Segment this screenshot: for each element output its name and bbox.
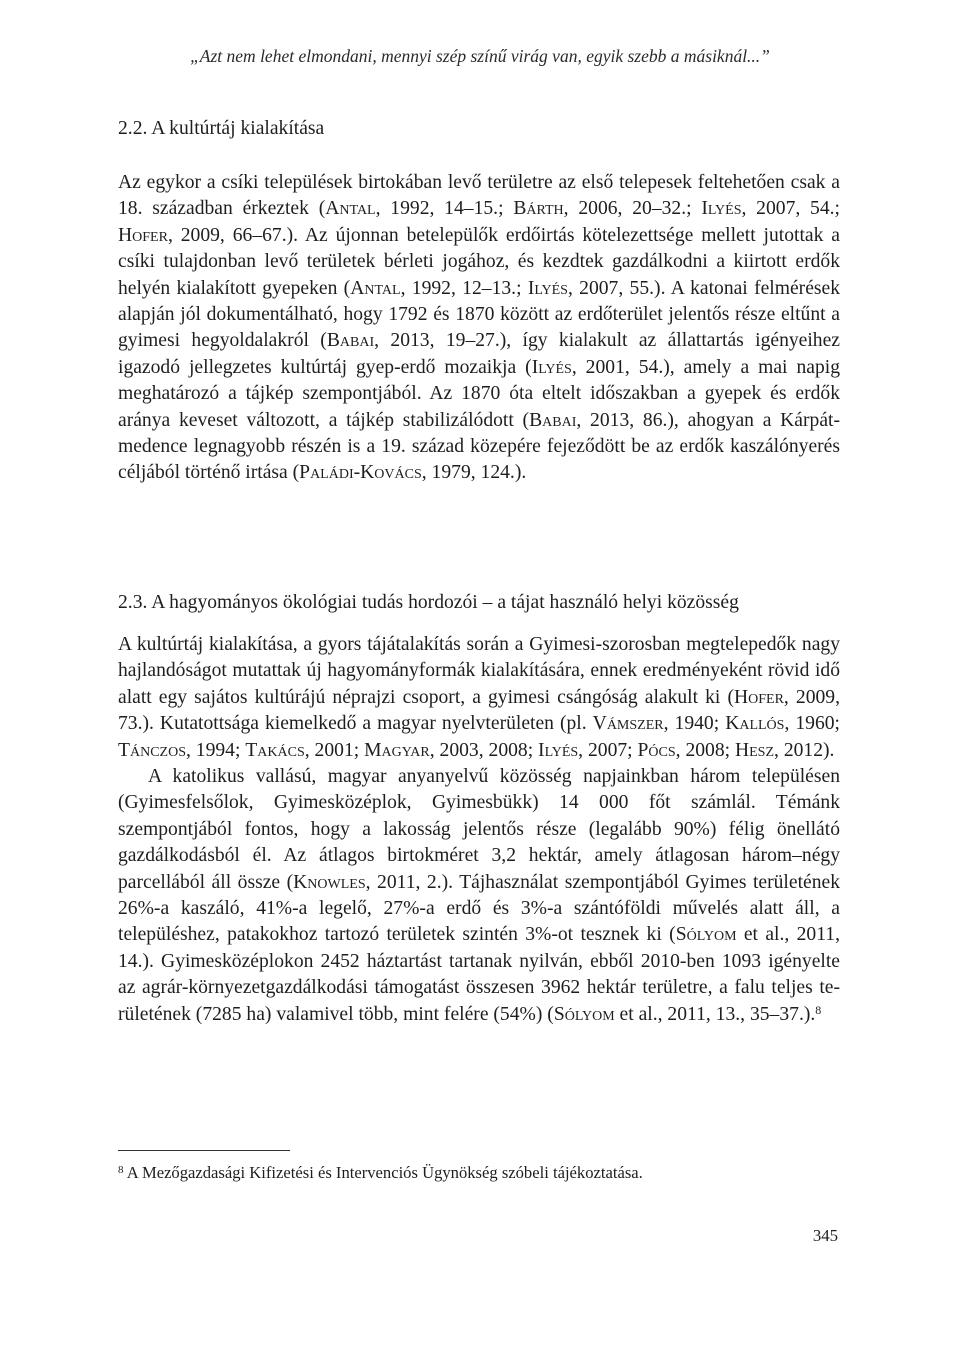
author-name: Babai — [529, 409, 577, 431]
author-name: Magyar — [364, 739, 430, 761]
text-run: , 2003, 2008; — [429, 739, 539, 761]
author-name: Ilyés — [701, 198, 742, 220]
author-name: Sólyom — [675, 924, 737, 946]
text-run: , 2009, 73.). Kutatottsága kiemelkedő a magyar nyelvterületen (pl. — [118, 686, 840, 735]
author-name: Hesz — [734, 739, 775, 761]
section-2-3-heading: 2.3. A hagyományos ökológiai tudás hordozói – a tájat használó helyi közösség — [118, 592, 739, 613]
section-2-2-heading: 2.2. A kultúrtáj kialakítása — [118, 118, 325, 139]
text-run: , 2009, 66–67.). Az újonnan betelepülők erdőirtás kötelezettsége mellett jutottak a csíki tulajdonban levő területek bérleti jogához, és kezdtek gazdálkodni a kiirtott erdők helyén kialakított gyepeken ( — [118, 224, 840, 299]
text-run: , 2013, 19–27.), így kialakult az állattartás igényeihez igazodó jellegzetes kultúrtáj gyep-erdő mozaikja ( — [118, 330, 840, 378]
footnote-text: A Mezőgazdasági Kifizetési és Intervenciós Ügynökség szóbeli tájékoztatása. — [123, 1163, 643, 1182]
author-name: Tánczos — [118, 739, 186, 761]
footnote-rule — [118, 1150, 290, 1151]
text-run: et al., 2011, 13., 35–37.). — [614, 1003, 816, 1025]
section-2-3-paragraph-2 — [118, 764, 840, 1028]
footnote-marker: 8 — [118, 1164, 124, 1176]
author-name: Knowles — [293, 871, 366, 893]
author-name: Ilyés — [527, 277, 568, 299]
text-run: A katolikus vallású, magyar anyanyelvű közösség napjainkban három településen (Gyimesfelsőlok, Gyimesközéplok, Gyimesbükk) 14 000 főt számlál. Témánk szempontjából fontos, hogy a lakosság jelentős része (legalább 90%) félig önellátó gazdálkodásból él. Az átlagos birtokméret 3,2 hektár, amely átlagosan három–négy parcellából áll össze ( — [118, 766, 840, 893]
text-run: , 2006, 20–32.; — [563, 198, 702, 220]
author-name: Sólyom — [553, 1003, 615, 1025]
text-run: , 1940; — [663, 713, 726, 735]
text-run: , 1992, 14–15.; — [375, 198, 514, 220]
author-name: Ilyés — [531, 356, 572, 378]
author-name: Hofer — [733, 686, 784, 708]
text-run: , 2013, 86.), ahogyan a Kárpát-medence legnagyobb részén is a 19. század közepére fejeződött be az erdők kaszálónyerés céljából történő irtása ( — [118, 409, 840, 484]
text-run: , 2011, 2.). Tájhasználat szempontjából Gyimes területének 26%-a kaszáló, 41%-a legelő, 27%-a erdő és 3%-a szántóföldi művelés alatt áll, a településhez, patakokhoz tartozó területek szintén 3%-ot tesznek ki ( — [118, 871, 840, 946]
text-run: , 1979, 124.). — [421, 462, 527, 484]
text-run: , 1992, 12–13.; — [400, 277, 528, 299]
author-name: Vámszer — [592, 713, 664, 735]
footnote-ref: 8 — [815, 1002, 822, 1017]
footnote — [118, 1162, 840, 1184]
author-name: Kallós — [725, 713, 785, 735]
text-run: , 2008; — [675, 739, 735, 761]
text-run: Az egykor a csíki települések birtokában levő területre az első telepesek feltehetően csak a 18. században érkeztek ( — [118, 172, 840, 220]
section-2-3-paragraph-1 — [118, 632, 840, 764]
text-run: et al., 2011, 14.). Gyimesközéplokon 2452 háztartást tartanak nyilván, ebből 2010-ben 1093 igényelte az agrár-környezetgazdálkodási támogatást összesen 3962 hektár területre, a falu teljes területének (7285 ha) valamivel több, mint felére (54%) ( — [118, 924, 840, 1025]
text-run: , 2007, 55.). A katonai felmérések alapján jól dokumentálható, hogy 1792 és 1870 között az erdőterület jelentős része eltűnt a gyimesi hegyoldalakról ( — [118, 277, 841, 352]
section-2-2-paragraph — [118, 170, 840, 487]
text-run: , 1994; — [185, 739, 246, 761]
page-number: 345 — [812, 1226, 838, 1245]
author-name: Babai — [326, 330, 375, 352]
author-name: Antal — [325, 198, 376, 220]
text-run: , 2007; — [578, 739, 638, 761]
text-run: , 2007, 54.; — [741, 198, 840, 220]
author-name: Bárth — [513, 198, 564, 220]
author-name: Hofer — [118, 224, 168, 246]
author-name: Paládi-Kovács — [299, 462, 422, 484]
running-head: „Azt nem lehet elmondani, mennyi szép színű virág van, egyik szebb a másiknál...” — [190, 46, 770, 66]
text-run: A kultúrtáj kialakítása, a gyors tájátalakítás során a Gyimesi-szorosban megtelepedők nagy hajlandóságot mutattak új hagyományformák kialakítására, ennek eredményeként rövid idő alatt egy sajátos kultúrájú néprajzi csoport, a gyimesi csángóság alakult ki ( — [118, 634, 840, 708]
author-name: Antal — [350, 277, 401, 299]
text-run: , 2001, 54.), amely a mai napig meghatározó a tájkép szempontjából. Az 1870 óta eltelt időszakban a gyepek és erdők aránya keveset változott, a tájkép stabilizálódott ( — [118, 356, 840, 431]
text-run: , 2001; — [304, 739, 365, 761]
author-name: Pócs — [637, 739, 676, 761]
section-2-2-body — [118, 170, 840, 487]
text-run: , 2012). — [774, 739, 835, 761]
section-2-3-body — [118, 632, 840, 1028]
author-name: Ilyés — [538, 739, 579, 761]
text-run: , 1960; — [784, 713, 841, 735]
author-name: Takács — [245, 739, 305, 761]
